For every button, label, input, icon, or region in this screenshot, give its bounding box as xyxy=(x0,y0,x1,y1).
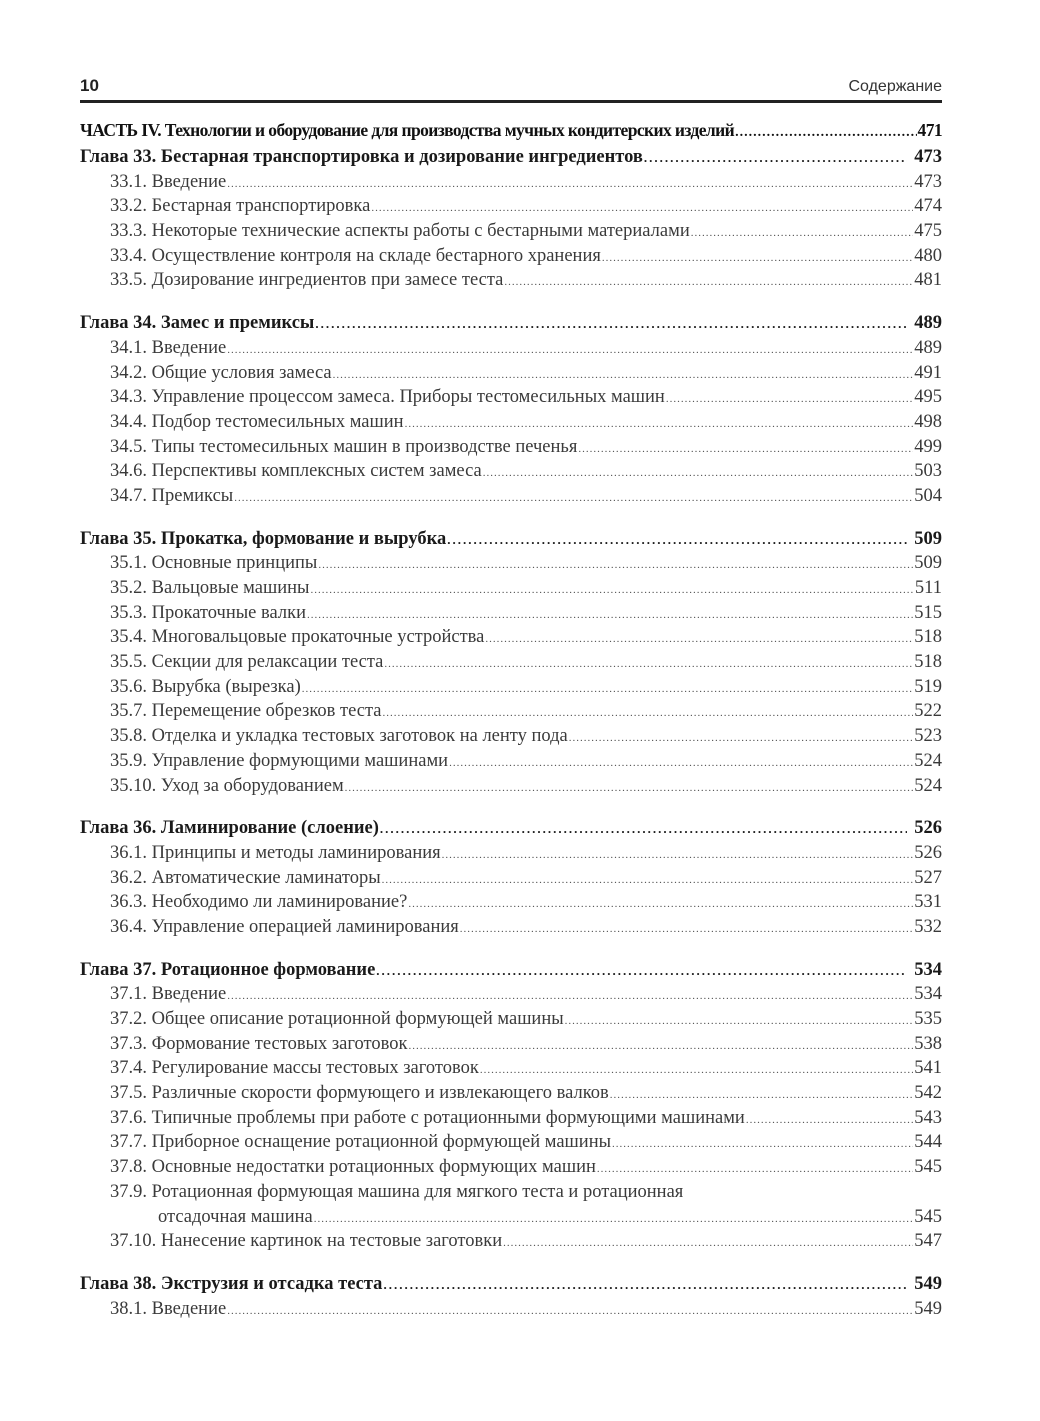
leader-dots xyxy=(485,627,913,652)
section-page: 515 xyxy=(914,602,942,623)
leader-dots xyxy=(227,1299,913,1324)
toc-section-entry[interactable] xyxy=(80,194,942,219)
section-page: 509 xyxy=(914,553,942,574)
spacer xyxy=(80,509,942,527)
leader-dots xyxy=(371,196,913,221)
spacer xyxy=(80,940,942,958)
section-page: 541 xyxy=(914,1058,942,1079)
section-title: 37.10. Нанесение картинок на тестовые заготовки xyxy=(110,1231,503,1252)
toc-chapter-entry[interactable] xyxy=(80,145,942,170)
toc-section-entry[interactable] xyxy=(80,890,942,915)
section-title: 37.2. Общее описание ротационной формующей машины xyxy=(110,1009,564,1029)
section-page: 518 xyxy=(914,652,942,673)
section-title: 34.1. Введение xyxy=(110,337,227,358)
toc-section-entry[interactable] xyxy=(80,866,942,891)
leader-dots xyxy=(578,437,913,462)
leader-dots xyxy=(227,338,913,363)
toc-section-entry[interactable] xyxy=(80,1032,942,1057)
part-page: 471 xyxy=(917,120,942,140)
leader-dots xyxy=(503,1231,913,1256)
toc-chapter-entry[interactable] xyxy=(80,527,942,552)
toc-section-entry[interactable] xyxy=(80,1297,942,1322)
chapter-title: Глава 34. Замес и премиксы xyxy=(80,313,315,334)
table-of-contents xyxy=(80,115,942,1321)
leader-dots xyxy=(569,726,914,751)
section-page: 522 xyxy=(914,701,942,722)
leader-dots xyxy=(333,363,914,388)
section-title: 36.1. Принципы и методы ламинирования xyxy=(110,842,441,863)
toc-section-entry[interactable] xyxy=(80,551,942,576)
leader-dots xyxy=(691,221,914,246)
section-title: 35.10. Уход за оборудованием xyxy=(110,775,344,796)
leader-dots xyxy=(610,1083,913,1108)
section-page: 544 xyxy=(914,1132,942,1153)
section-page: 499 xyxy=(914,436,942,457)
leader-dots xyxy=(565,1009,914,1034)
leader-dots xyxy=(666,387,913,412)
section-title: 33.3. Некоторые технические аспекты работы с бестарными материалами xyxy=(110,221,690,242)
toc-section-entry[interactable] xyxy=(80,385,942,410)
section-title: 35.1. Основные принципы xyxy=(110,553,318,574)
toc-section-entry[interactable] xyxy=(80,699,942,724)
section-page: 475 xyxy=(914,221,942,242)
toc-section-entry[interactable] xyxy=(80,650,942,675)
toc-section-entry[interactable] xyxy=(80,484,942,509)
leader-dots xyxy=(376,959,907,984)
leader-dots xyxy=(447,528,907,553)
toc-section-entry[interactable] xyxy=(80,724,942,749)
leader-dots xyxy=(382,868,914,893)
chapter-page: 489 xyxy=(914,313,942,334)
section-page: 495 xyxy=(914,387,942,408)
section-title: 35.7. Перемещение обрезков теста xyxy=(110,701,382,722)
chapter-title: Глава 35. Прокатка, формование и вырубка xyxy=(80,528,447,549)
section-page: 532 xyxy=(914,916,942,937)
leader-dots xyxy=(442,843,914,868)
section-page: 526 xyxy=(914,842,942,863)
section-title: 35.9. Управление формующими машинами xyxy=(110,750,449,771)
section-page: 511 xyxy=(914,578,942,598)
section-page: 524 xyxy=(914,775,942,796)
chapter-page: 509 xyxy=(914,528,942,549)
section-page: 474 xyxy=(914,196,942,217)
leader-dots xyxy=(408,1034,913,1059)
section-page: 549 xyxy=(914,1298,942,1319)
section-title: 33.1. Введение xyxy=(110,171,227,192)
section-title: 34.3. Управление процессом замеса. Приборы тестомесильных машин xyxy=(110,387,665,408)
section-title: 37.9. Ротационная формующая машина для мягкого теста и ротационная xyxy=(110,1181,684,1202)
section-title: 37.7. Приборное оснащение ротационной формующей машины xyxy=(110,1132,612,1153)
spacer xyxy=(80,798,942,816)
chapter-title: Глава 37. Ротационное формование xyxy=(80,959,376,980)
leader-dots xyxy=(746,1108,913,1133)
leader-dots xyxy=(735,118,916,148)
toc-section-entry[interactable] xyxy=(80,170,942,195)
section-title: 34.2. Общие условия замеса xyxy=(110,362,332,383)
chapter-page: 473 xyxy=(914,147,942,167)
leader-dots xyxy=(302,677,913,702)
section-title: 37.4. Регулирование массы тестовых заготовок xyxy=(110,1058,479,1079)
section-page: 538 xyxy=(914,1033,942,1054)
toc-section-entry[interactable] xyxy=(80,625,942,650)
toc-section-entry[interactable] xyxy=(80,361,942,386)
section-title: 36.3. Необходимо ли ламинирование? xyxy=(110,892,408,913)
spacer xyxy=(80,293,942,311)
section-page: 531 xyxy=(914,892,942,913)
toc-part-entry[interactable] xyxy=(80,115,942,145)
section-page: 547 xyxy=(914,1231,942,1252)
section-title: 33.5. Дозирование ингредиентов при замесе теста xyxy=(110,270,504,291)
toc-section-entry[interactable] xyxy=(80,601,942,626)
leader-dots xyxy=(380,817,907,842)
toc-section-entry[interactable] xyxy=(80,459,942,484)
section-title: 35.5. Секции для релаксации теста xyxy=(110,652,384,673)
section-page: 498 xyxy=(914,411,942,432)
toc-section-entry[interactable] xyxy=(80,1056,942,1081)
leader-dots xyxy=(602,246,913,271)
toc-section-entry[interactable] xyxy=(80,336,942,361)
leader-dots xyxy=(612,1132,913,1157)
toc-section-entry[interactable] xyxy=(80,1155,942,1180)
section-title: 35.8. Отделка и укладка тестовых заготовок на ленту пода xyxy=(110,726,568,747)
chapter-page: 534 xyxy=(914,959,942,980)
leader-dots xyxy=(405,412,914,437)
section-title: 34.6. Перспективы комплексных систем замеса xyxy=(110,461,482,482)
section-title: 36.2. Автоматические ламинаторы xyxy=(110,867,381,888)
toc-section-entry[interactable] xyxy=(80,268,942,293)
section-page: 543 xyxy=(914,1107,942,1128)
section-page: 534 xyxy=(914,984,942,1005)
section-title: 33.2. Бестарная транспортировка xyxy=(110,196,371,217)
toc-section-entry[interactable] xyxy=(80,774,942,799)
section-title: 37.5. Различные скорости формующего и извлекающего валков xyxy=(110,1083,609,1104)
leader-dots xyxy=(449,751,913,776)
section-page: 489 xyxy=(914,337,942,358)
toc-section-entry[interactable] xyxy=(80,435,942,460)
leader-dots xyxy=(315,312,907,337)
section-title: 33.4. Осуществление контроля на складе бестарного хранения xyxy=(110,245,601,266)
section-title: Содержание xyxy=(848,78,942,95)
page-number: 10 xyxy=(80,76,99,95)
chapter-page: 549 xyxy=(914,1273,942,1294)
toc-section-entry[interactable] xyxy=(80,675,942,700)
section-page: 545 xyxy=(914,1206,942,1227)
section-title: 35.3. Прокаточные валки xyxy=(110,602,306,623)
toc-section-entry[interactable] xyxy=(80,410,942,435)
section-title: 35.2. Вальцовые машины xyxy=(110,578,310,598)
section-title: 35.6. Вырубка (вырезка) xyxy=(110,676,301,697)
leader-dots xyxy=(408,892,913,917)
toc-section-entry[interactable] xyxy=(80,244,942,269)
running-head xyxy=(80,70,942,96)
toc-chapter-entry[interactable] xyxy=(80,958,942,983)
section-page: 535 xyxy=(914,1009,942,1029)
chapter-title: Глава 36. Ламинирование (слоение) xyxy=(80,818,379,839)
section-page: 481 xyxy=(914,270,942,291)
chapter-title: Глава 33. Бестарная транспортировка и дозирование ингредиентов xyxy=(80,147,643,167)
leader-dots xyxy=(597,1157,913,1182)
leader-dots xyxy=(460,917,913,942)
leader-dots xyxy=(307,603,913,628)
leader-dots xyxy=(345,776,914,801)
section-page: 519 xyxy=(914,676,942,697)
section-title-continuation: отсадочная машина xyxy=(158,1206,313,1227)
section-title: 37.8. Основные недостатки ротационных формующих машин xyxy=(110,1157,596,1178)
toc-section-entry[interactable] xyxy=(80,915,942,940)
leader-dots xyxy=(384,652,913,677)
toc-section-entry[interactable] xyxy=(80,841,942,866)
leader-dots xyxy=(310,578,913,603)
toc-section-entry[interactable] xyxy=(80,576,942,601)
section-page: 545 xyxy=(914,1157,942,1178)
leader-dots xyxy=(227,984,913,1009)
section-page: 491 xyxy=(914,362,942,383)
leader-dots xyxy=(483,461,914,486)
leader-dots xyxy=(318,553,913,578)
leader-dots xyxy=(504,270,913,295)
toc-page xyxy=(80,70,942,1321)
section-title: 34.4. Подбор тестомесильных машин xyxy=(110,411,404,432)
toc-section-entry[interactable] xyxy=(80,1180,942,1229)
section-page: 524 xyxy=(914,750,942,771)
header-rule xyxy=(80,100,942,103)
leader-dots xyxy=(314,1207,914,1232)
section-title: 38.1. Введение xyxy=(110,1298,227,1319)
toc-chapter-entry[interactable] xyxy=(80,816,942,841)
leader-dots xyxy=(382,701,913,726)
leader-dots xyxy=(644,146,907,171)
leader-dots xyxy=(383,1273,907,1298)
section-page: 473 xyxy=(914,171,942,192)
toc-chapter-entry[interactable] xyxy=(80,1272,942,1297)
leader-dots xyxy=(227,172,913,197)
section-page: 480 xyxy=(914,245,942,266)
leader-dots xyxy=(234,486,913,511)
section-page: 504 xyxy=(914,485,942,506)
section-page: 527 xyxy=(914,867,942,888)
section-title-continuation-line xyxy=(110,1205,942,1230)
section-page: 518 xyxy=(914,627,942,648)
section-page: 523 xyxy=(914,726,942,747)
chapter-title: Глава 38. Экструзия и отсадка теста xyxy=(80,1273,383,1294)
toc-section-entry[interactable] xyxy=(80,1229,942,1254)
toc-chapter-entry[interactable] xyxy=(80,311,942,336)
chapter-page: 526 xyxy=(914,818,942,839)
section-page: 542 xyxy=(914,1083,942,1104)
toc-section-entry[interactable] xyxy=(80,1130,942,1155)
toc-section-entry[interactable] xyxy=(80,1081,942,1106)
toc-section-entry[interactable] xyxy=(80,1007,942,1032)
section-title: 37.6. Типичные проблемы при работе с ротационными формующими машинами xyxy=(110,1107,745,1128)
section-title: 35.4. Многовальцовые прокаточные устройства xyxy=(110,627,485,648)
toc-section-entry[interactable] xyxy=(80,982,942,1007)
toc-section-entry[interactable] xyxy=(80,219,942,244)
section-page: 503 xyxy=(914,461,942,482)
section-title: 37.1. Введение xyxy=(110,984,227,1005)
section-title: 37.3. Формование тестовых заготовок xyxy=(110,1033,408,1054)
spacer xyxy=(80,1254,942,1272)
part-title: ЧАСТЬ IV. Технологии и оборудование для производства мучных кондитерских изделий xyxy=(80,120,735,140)
section-title: 36.4. Управление операцией ламинирования xyxy=(110,916,459,937)
toc-section-entry[interactable] xyxy=(80,1106,942,1131)
section-title: 34.7. Премиксы xyxy=(110,485,234,506)
leader-dots xyxy=(480,1058,913,1083)
section-title: 34.5. Типы тестомесильных машин в производстве печенья xyxy=(110,436,578,457)
toc-section-entry[interactable] xyxy=(80,749,942,774)
